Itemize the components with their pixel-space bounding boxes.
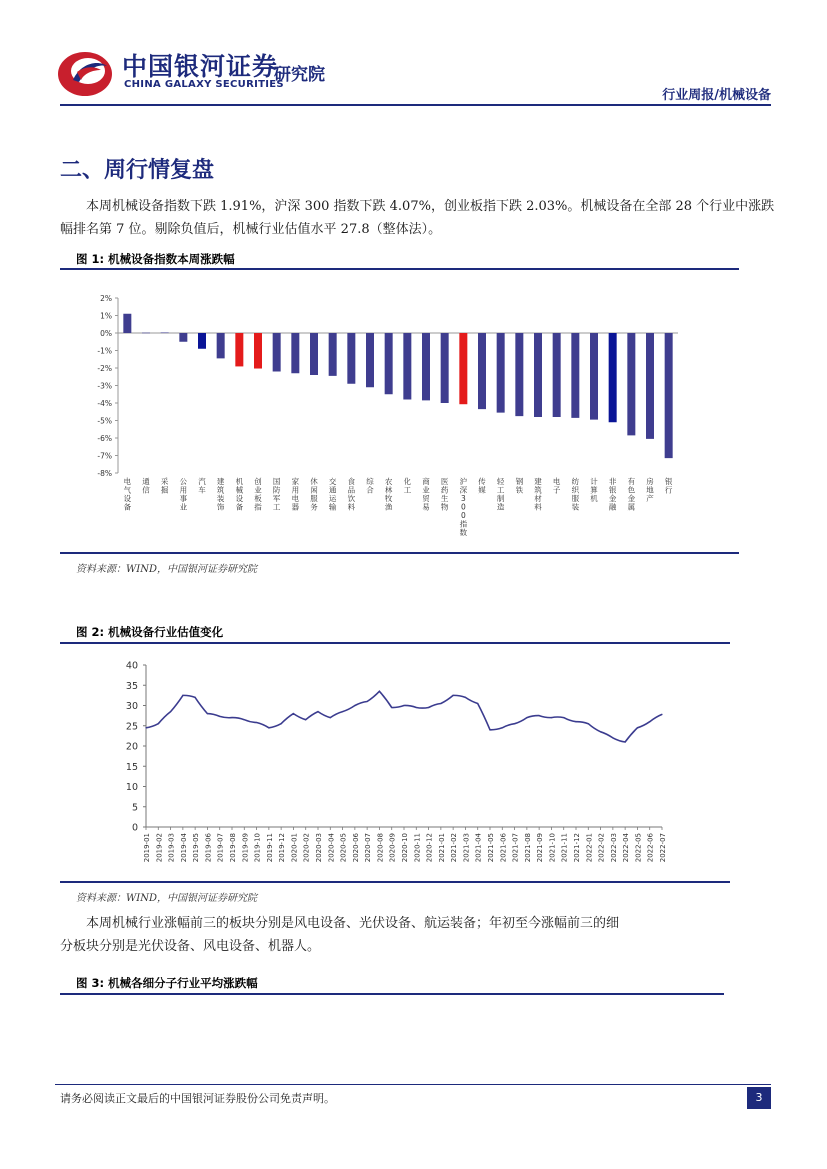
x-tick-label: 2019-07 [216, 833, 225, 863]
y-tick-label: 40 [125, 660, 138, 672]
data-point [416, 707, 417, 708]
x-tick-label: 2020-10 [401, 833, 409, 863]
bar [627, 333, 635, 435]
page-number: 3 [747, 1087, 771, 1109]
bar [142, 333, 150, 334]
category-label: 银行 [664, 477, 673, 495]
category-label: 计算机 [590, 477, 598, 503]
category-label: 电气设备 [123, 477, 132, 512]
brand-name-cn: 中国银河证券 [122, 52, 279, 81]
data-point [317, 711, 318, 712]
data-point [539, 715, 540, 716]
category-label: 电子 [552, 477, 561, 495]
data-point [637, 727, 638, 728]
data-point [575, 721, 576, 722]
bar [459, 333, 467, 404]
category-label: 建筑材料 [534, 477, 542, 512]
bar [646, 333, 654, 439]
paragraph-sector-ranking: 本周机械行业涨幅前三的板块分别是风电设备、光伏设备、航运装备；年初至今涨幅前三的细分板块分别是光伏设备、风电设备、机器人。 [60, 916, 620, 954]
y-tick-label: 0% [100, 329, 112, 338]
data-point [465, 697, 466, 698]
x-tick-label: 2021-08 [523, 833, 532, 863]
x-tick-label: 2019-03 [167, 833, 176, 863]
bar [198, 333, 206, 349]
x-tick-label: 2021-12 [573, 833, 581, 863]
x-tick-label: 2020-04 [327, 833, 336, 863]
category-label: 休闲服务 [310, 477, 318, 512]
bar [590, 333, 598, 420]
x-tick-label: 2019-11 [265, 833, 274, 863]
x-tick-label: 2020-03 [315, 833, 323, 863]
data-point [219, 716, 220, 717]
category-label: 医药生物 [440, 477, 449, 512]
data-point [477, 703, 478, 704]
category-label: 轻工制造 [496, 477, 505, 512]
x-tick-label: 2020-11 [413, 833, 422, 863]
brand-name-en: CHINA GALAXY SECURITIES [124, 79, 284, 90]
category-label: 非银金融 [608, 477, 617, 512]
x-tick-label: 2020-01 [290, 833, 299, 863]
data-point [379, 691, 380, 692]
header-divider [60, 104, 771, 106]
category-label: 采掘 [160, 477, 169, 495]
y-tick-label: 5 [131, 802, 138, 814]
x-tick-label: 2021-11 [560, 833, 569, 863]
x-tick-label: 2020-06 [351, 833, 360, 863]
data-point [514, 723, 515, 724]
figure-1-source: 资料来源：WIND，中国银河证券研究院 [76, 564, 257, 575]
paragraph-weekly-review: 本周机械设备指数下跌 1.91%，沪深 300 指数下跌 4.07%，创业板指下跌 2.03%。机械设备在全部 28 个行业中涨跌幅排名第 7 位。剔除负值后，机械行业估值水平 27.8（整体法）。 [60, 199, 775, 237]
data-point [268, 727, 269, 728]
bar [478, 333, 486, 409]
category-label: 创业板指 [254, 477, 262, 512]
data-point [563, 717, 564, 718]
bar [553, 333, 561, 417]
bar [291, 333, 299, 373]
data-point [502, 727, 503, 728]
y-tick-label: 15 [125, 761, 138, 773]
china-galaxy-logo-icon [55, 44, 115, 100]
category-label: 钢铁 [515, 477, 524, 495]
figure-2-caption: 图 2: 机械设备行业估值变化 [76, 625, 224, 639]
bar [273, 333, 281, 372]
x-tick-label: 2019-06 [204, 833, 213, 863]
bar [385, 333, 393, 394]
bar [329, 333, 337, 376]
x-tick-label: 2022-03 [609, 833, 618, 863]
category-label: 商业贸易 [422, 477, 430, 512]
category-label: 交通运输 [328, 477, 337, 512]
data-point [342, 711, 343, 712]
x-tick-label: 2019-09 [241, 833, 250, 863]
y-tick-label: 25 [125, 721, 138, 733]
y-tick-label: 1% [100, 311, 112, 321]
category-label: 传媒 [478, 477, 486, 495]
data-point [588, 723, 589, 724]
data-point [256, 722, 257, 723]
y-tick-label: 10 [125, 782, 138, 793]
bar [235, 333, 243, 366]
x-tick-label: 2019-01 [143, 833, 151, 863]
data-point [625, 741, 626, 742]
x-tick-label: 2019-05 [192, 833, 201, 863]
bar [497, 333, 505, 413]
x-tick-label: 2022-02 [597, 833, 606, 863]
category-label: 有色金属 [627, 477, 636, 512]
category-label: 农林牧渔 [384, 477, 393, 512]
bar [665, 333, 673, 458]
data-point [281, 723, 282, 724]
x-tick-label: 2022-01 [585, 833, 594, 863]
figure-1-caption: 图 1: 机械设备指数本周涨跌幅 [76, 252, 235, 266]
y-tick-label: 2% [100, 294, 112, 303]
figure-2-bottom-rule [60, 881, 730, 883]
data-point [170, 711, 171, 712]
x-tick-label: 2021-04 [474, 833, 483, 863]
bar [254, 333, 262, 369]
category-label: 化工 [403, 477, 412, 495]
data-point [489, 729, 490, 730]
data-point [293, 713, 294, 714]
bar [534, 333, 542, 417]
x-tick-label: 2020-07 [364, 833, 373, 863]
x-tick-label: 2019-04 [179, 833, 188, 863]
category-label: 国防军工 [272, 477, 281, 512]
data-point [145, 727, 146, 728]
data-point [526, 717, 527, 718]
data-point [158, 723, 159, 724]
category-label: 建筑装饰 [216, 477, 225, 512]
y-tick-label: 35 [125, 680, 138, 692]
category-label: 公用事业 [179, 477, 188, 512]
category-label: 综合 [366, 477, 374, 495]
x-tick-label: 2021-03 [462, 833, 471, 863]
y-tick-label: -4% [97, 399, 112, 408]
y-tick-label: 30 [125, 701, 138, 712]
x-tick-label: 2022-05 [634, 833, 643, 863]
y-tick-label: -6% [97, 434, 112, 443]
data-point [453, 695, 454, 696]
y-tick-label: -7% [97, 451, 112, 461]
data-point [207, 713, 208, 714]
x-tick-label: 2021-01 [437, 833, 446, 863]
category-label: 纺织服装 [571, 477, 580, 512]
bar [217, 333, 225, 358]
section-title: 二、周行情复盘 [60, 157, 215, 183]
data-point [440, 703, 441, 704]
valuation-line [146, 691, 662, 742]
bar [403, 333, 411, 400]
x-tick-label: 2021-05 [487, 833, 495, 863]
category-label: 房地产 [646, 477, 654, 503]
category-label: 通信 [142, 477, 150, 495]
data-point [195, 697, 196, 698]
y-tick-label: -1% [97, 346, 112, 356]
industry-weekly-change-bar-chart [60, 288, 739, 548]
data-point [367, 701, 368, 702]
y-tick-label: -2% [97, 364, 112, 373]
data-point [182, 695, 183, 696]
x-tick-label: 2020-12 [425, 833, 434, 863]
x-tick-label: 2021-02 [450, 833, 459, 863]
x-tick-label: 2019-08 [229, 833, 237, 863]
data-point [661, 714, 662, 715]
machinery-valuation-line-chart [60, 655, 730, 877]
data-point [231, 717, 232, 718]
bar [123, 314, 131, 333]
data-point [330, 717, 331, 718]
data-point [354, 705, 355, 706]
x-tick-label: 2021-07 [511, 833, 520, 863]
data-point [244, 719, 245, 720]
figure-2-top-rule [60, 642, 730, 644]
data-point [305, 719, 306, 720]
data-point [391, 707, 392, 708]
x-tick-label: 2019-12 [278, 833, 287, 863]
institute-label: 研究院 [274, 65, 325, 85]
figure-3-top-rule [60, 993, 724, 995]
data-point [403, 705, 404, 706]
footer-disclaimer: 请务必阅读正文最后的中国银河证券股份公司免责声明。 [60, 1092, 335, 1105]
x-tick-label: 2020-08 [376, 833, 385, 863]
bar [179, 333, 187, 342]
bar [571, 333, 579, 418]
y-tick-label: 0 [131, 822, 138, 834]
category-label: 食品饮料 [347, 477, 356, 512]
x-tick-label: 2022-06 [646, 833, 655, 863]
x-tick-label: 2022-04 [622, 833, 631, 863]
x-tick-label: 2020-09 [388, 833, 397, 863]
category-label: 家用电器 [291, 477, 300, 512]
footer-divider [55, 1084, 771, 1085]
y-tick-label: -8% [97, 469, 112, 478]
y-tick-label: 20 [125, 741, 138, 753]
bar [366, 333, 374, 387]
bar [609, 333, 617, 422]
figure-3-caption: 图 3: 机械各细分子行业平均涨跌幅 [76, 976, 258, 990]
data-point [649, 721, 650, 722]
data-point [600, 731, 601, 732]
category-label: 沪深 3 0 0 指数 [459, 477, 468, 537]
report-type: 行业周报/机械设备 [662, 88, 771, 103]
figure-1-bottom-rule [60, 552, 739, 554]
bar [422, 333, 430, 400]
x-tick-label: 2020-05 [339, 833, 348, 863]
x-tick-label: 2021-10 [548, 833, 557, 863]
category-label: 机械设备 [235, 477, 244, 512]
x-tick-label: 2021-06 [499, 833, 508, 863]
bar [515, 333, 523, 416]
category-label: 汽车 [198, 477, 206, 495]
bar [310, 333, 318, 375]
x-tick-label: 2019-02 [155, 833, 164, 863]
x-tick-label: 2022-07 [659, 833, 667, 863]
bar [161, 332, 169, 333]
figure-2-source: 资料来源：WIND，中国银河证券研究院 [76, 893, 257, 904]
figure-1-top-rule [60, 268, 739, 270]
x-tick-label: 2020-02 [302, 833, 311, 863]
bar [347, 333, 355, 384]
y-tick-label: -3% [97, 381, 112, 391]
x-tick-label: 2021-09 [536, 833, 545, 863]
y-tick-label: -5% [97, 416, 112, 426]
data-point [551, 717, 552, 718]
x-tick-label: 2019-10 [253, 833, 262, 863]
data-point [612, 737, 613, 738]
data-point [428, 707, 429, 708]
bar [441, 333, 449, 403]
